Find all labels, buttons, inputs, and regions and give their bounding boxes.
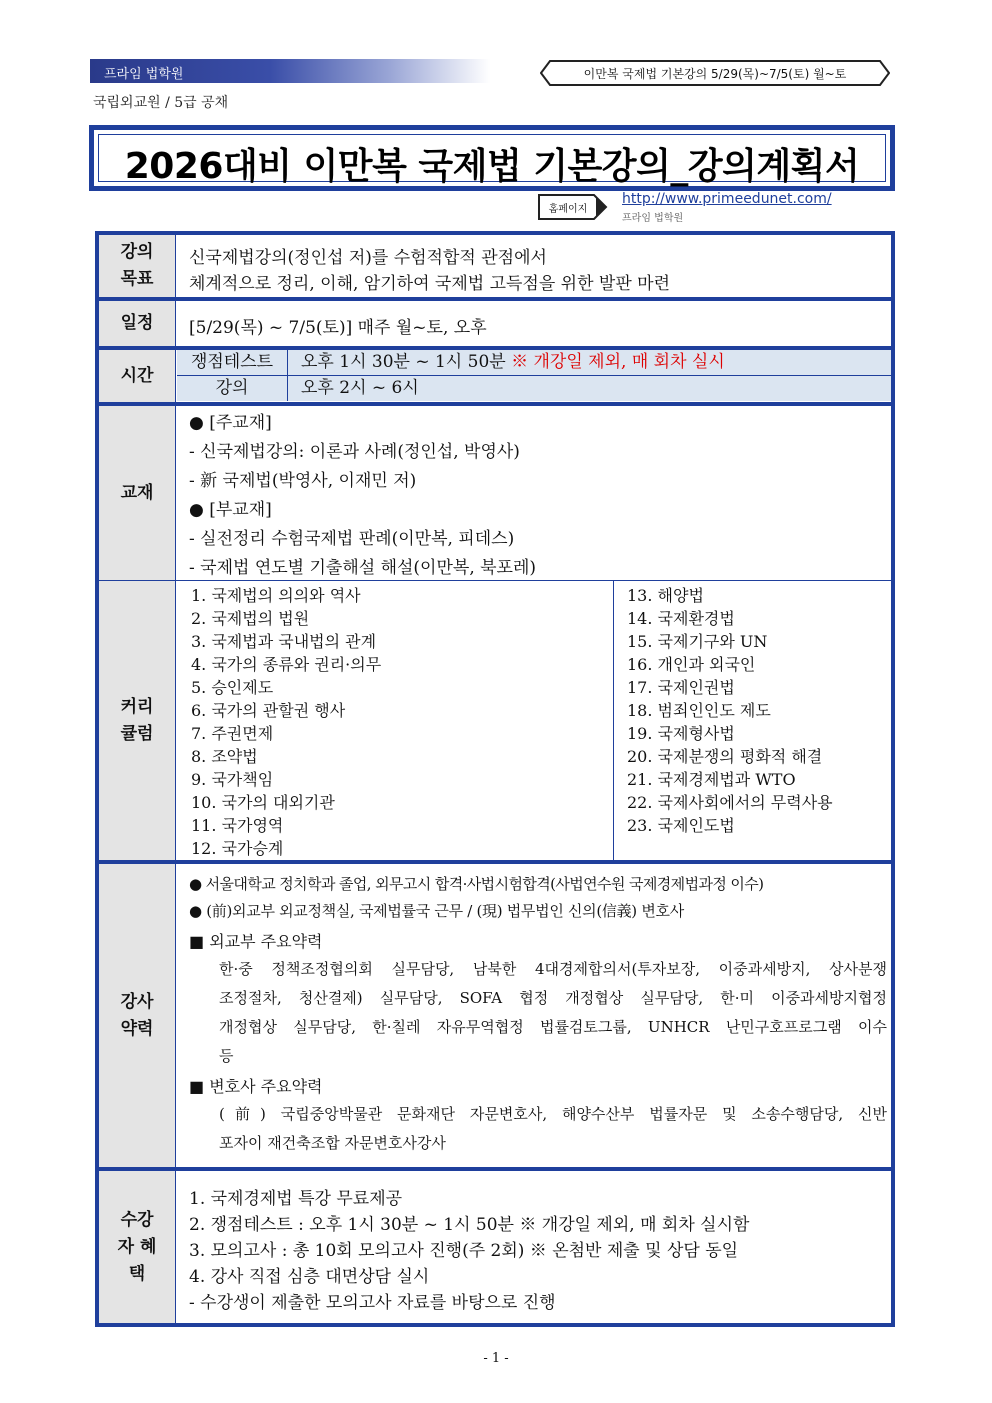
textbook-sub-1: - 실전정리 수험국제법 판례(이만복, 피데스): [189, 529, 515, 549]
curriculum-content: [177, 581, 891, 860]
mofa-line-1: 한·중 정책조정협의회 실무담당, 남북한 4대경제합의서(투자보장, 이중과세방지, 상사분쟁: [219, 960, 887, 978]
time-row-test: [177, 350, 891, 376]
benefits-row: [99, 1171, 891, 1323]
curriculum-item: 13. 해양법: [627, 586, 704, 605]
time-test-hours: 오후 1시 30분 ~ 1시 50분: [301, 352, 512, 372]
goal-content: [177, 235, 891, 297]
textbook-main-heading: ● [주교재]: [189, 413, 272, 433]
curriculum-item: 2. 국제법의 법원: [191, 609, 310, 628]
textbook-content: [177, 406, 891, 580]
course-banner: [540, 60, 890, 86]
time-test-value: [301, 350, 725, 375]
time-row: [99, 350, 891, 406]
textbook-label: 교재: [99, 406, 176, 580]
curriculum-row: [99, 581, 891, 864]
benefit-4-detail: - 수강생이 제출한 모의고사 자료를 바탕으로 진행: [189, 1293, 556, 1313]
instructor-label-text: 강사 약력: [120, 991, 154, 1039]
textbook-row: [99, 406, 891, 581]
benefit-3: 3. 모의고사 : 총 10회 모의고사 진행(주 2회) ※ 온첨반 제출 및 상담 동일: [189, 1241, 739, 1261]
curriculum-item: 3. 국제법과 국내법의 관계: [191, 632, 377, 651]
page-title: 2026대비 이만복 국제법 기본강의_강의계획서: [124, 146, 860, 187]
textbook-sub-2: - 국제법 연도별 기출해설 해설(이만복, 북포레): [189, 558, 537, 578]
curriculum-item: 12. 국가승계: [191, 839, 284, 858]
curriculum-item: 15. 국제기구와 UN: [627, 632, 768, 651]
textbook-main-2: - 新 국제법(박영사, 이재민 저): [189, 471, 417, 491]
instructor-row: [99, 864, 891, 1171]
textbook-sub-heading: ● [부교재]: [189, 500, 272, 520]
homepage-button[interactable]: [538, 194, 608, 220]
title-box: [89, 125, 895, 191]
benefit-1: 1. 국제경제법 특강 무료제공: [189, 1189, 403, 1209]
textbook-main-1: - 신국제법강의: 이론과 사례(정인섭, 박영사): [189, 442, 520, 462]
benefits-label-text: 수강자 혜택: [117, 1209, 157, 1284]
academy-name: 프라임 법학원: [104, 67, 184, 82]
goal-line-1: 신국제법강의(정인섭 저)를 수험적합적 관점에서: [189, 248, 547, 268]
exam-category: 국립외교원 / 5급 공채: [93, 95, 229, 111]
curriculum-item: 4. 국가의 종류와 권리·의무: [191, 655, 382, 674]
academy-banner: [90, 59, 490, 83]
curriculum-item: 6. 국가의 관할권 행사: [191, 701, 346, 720]
instructor-label: [99, 864, 176, 1167]
mofa-line-4: 등: [219, 1047, 234, 1065]
curriculum-item: 20. 국제분쟁의 평화적 해결: [627, 747, 823, 766]
time-content: [177, 350, 891, 402]
page-number: - 1 -: [483, 1351, 509, 1366]
mofa-heading: ■ 외교부 주요약력: [189, 932, 323, 951]
curriculum-item: 21. 국제경제법과 WTO: [627, 770, 796, 789]
mofa-line-3: 개정협상 실무담당, 한·칠레 자유무역협정 법률검토그룹, UNHCR 난민구호프로그램 이수: [219, 1018, 887, 1036]
time-test-note: ※ 개강일 제외, 매 회차 실시: [511, 352, 725, 372]
instructor-content: [177, 864, 891, 1167]
time-row-lecture: [177, 376, 891, 401]
instructor-current-position: ● (前)외교부 외교정책실, 국제법률국 근무 / (現) 법무법인 신의(信義) 변호사: [189, 902, 684, 920]
goal-label: [99, 235, 176, 297]
time-test-name: 쟁점테스트: [177, 350, 288, 375]
lawyer-heading: ■ 변호사 주요약력: [189, 1077, 323, 1096]
curriculum-item: 10. 국가의 대외기관: [191, 793, 335, 812]
course-banner-text: 이만복 국제법 기본강의 5/29(목)~7/5(토) 월~토: [583, 67, 847, 81]
curriculum-item: 14. 국제환경법: [627, 609, 735, 628]
curriculum-item: 18. 범죄인인도 제도: [627, 701, 771, 720]
curriculum-item: 5. 승인제도: [191, 678, 274, 697]
schedule-label: 일정: [99, 301, 176, 346]
curriculum-item: 23. 국제인도법: [627, 816, 735, 835]
goal-line-2: 체계적으로 정리, 이해, 암기하여 국제법 고득점을 위한 발판 마련: [189, 274, 671, 294]
benefit-2: 2. 쟁점테스트 : 오후 1시 30분 ~ 1시 50분 ※ 개강일 제외, 매 회차 실시함: [189, 1215, 750, 1235]
curriculum-divider: [613, 581, 614, 860]
curriculum-item: 16. 개인과 외국인: [627, 655, 756, 674]
curriculum-item: 9. 국가책임: [191, 770, 274, 789]
curriculum-item: 8. 조약법: [191, 747, 258, 766]
schedule-content: [177, 301, 891, 346]
instructor-education: ● 서울대학교 정치학과 졸업, 외무고시 합격·사법시험합격(사법연수원 국제경제법과정 이수): [189, 875, 764, 893]
mofa-line-2: 조정절차, 청산결제) 실무담당, SOFA 협정 개정협상 실무담당, 한·미 이중과세방지협정: [219, 989, 887, 1007]
benefit-4: 4. 강사 직접 심층 대면상담 실시: [189, 1267, 430, 1287]
time-lecture-name: 강의: [177, 376, 288, 401]
homepage-url-link[interactable]: http://www.primeedunet.com/: [622, 191, 832, 207]
time-label: 시간: [99, 350, 176, 402]
curriculum-item: 22. 국제사회에서의 무력사용: [627, 793, 833, 812]
curriculum-item: 7. 주권면제: [191, 724, 274, 743]
benefits-content: [177, 1171, 891, 1323]
curriculum-label-text: 커리 큘럼: [120, 696, 154, 744]
syllabus-table: [95, 231, 895, 1327]
homepage-button-label: 홈페이지: [548, 204, 588, 215]
time-lecture-value: 오후 2시 ~ 6시: [301, 378, 419, 398]
goal-row: [99, 235, 891, 301]
schedule-text: [5/29(목) ~ 7/5(토)] 매주 월~토, 오후: [189, 318, 487, 338]
curriculum-item: 19. 국제형사법: [627, 724, 735, 743]
curriculum-item: 17. 국제인권법: [627, 678, 735, 697]
lawyer-line-2: 포자이 재건축조합 자문변호사강사: [219, 1134, 446, 1152]
goal-label-text: 강의 목표: [120, 242, 154, 289]
curriculum-item: 11. 국가영역: [191, 816, 284, 835]
curriculum-label: [99, 581, 176, 860]
curriculum-item: 1. 국제법의 의의와 역사: [191, 586, 361, 605]
homepage-caption: 프라임 법학원: [622, 213, 684, 224]
benefits-label: [99, 1171, 176, 1323]
lawyer-line-1: (前) 국립중앙박물관 문화재단 자문변호사, 해양수산부 법률자문 및 소송수행담당, 신반: [219, 1105, 887, 1123]
schedule-row: [99, 301, 891, 350]
